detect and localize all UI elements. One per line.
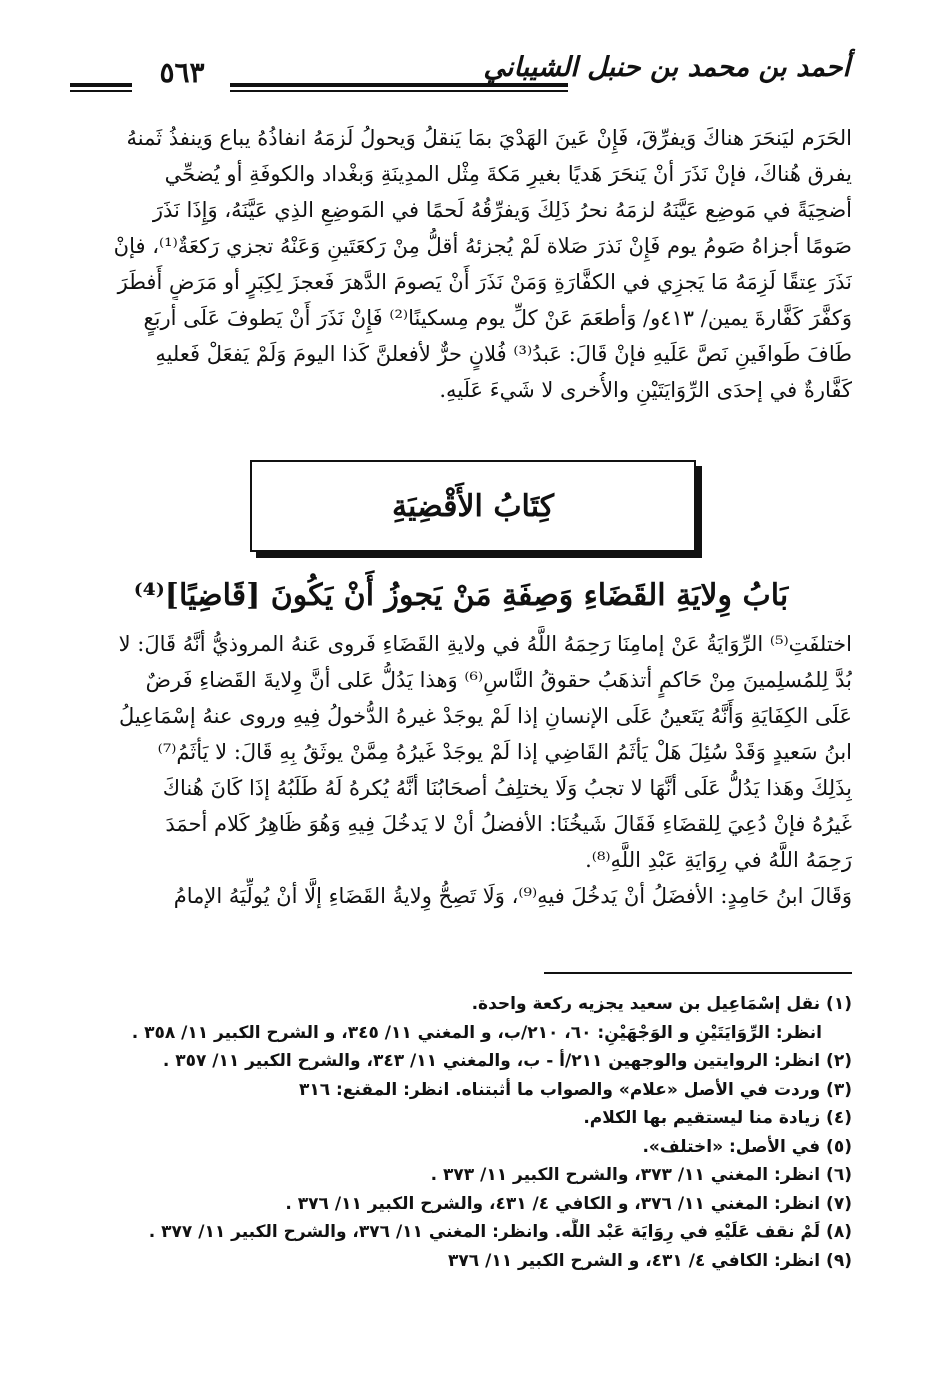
- footnote: (١) نقل إسْمَاعِيل بن سعيد يجزيه ركعة واحدة.: [471, 994, 852, 1014]
- book-title: كِتَابُ الأَقْضِيَةِ: [391, 488, 555, 524]
- text-line: عَلَى الكِفَايَةِ وَأَنَّهُ يَتَعينُ عَلَى الإنسانِ إذا لَمْ يوجَدْ غيرهُ الدُّخولُ فِيهِ وروى عنهُ إسْمَاعِيلُ: [118, 704, 852, 728]
- text-line: بُدَّ لِلمُسلِمينَ مِنْ حَاكمٍ أتذهَبُ حقوقُ النَّاسِ⁽⁶⁾ وَهذا يَدُلُّ عَلى أنَّ وِلايةَ القَضاءِ فَرضٌ: [145, 668, 852, 692]
- footnote: (٦) انظر: المغني ١١/ ٣٧٣، والشرح الكبير ١١/ ٣٧٣ .: [430, 1165, 852, 1185]
- footnote: (٧) انظر: المغني ١١/ ٣٧٦، و الكافي ٤/ ٤٣١، والشرح الكبير ١١/ ٣٧٦ .: [285, 1193, 852, 1214]
- text-line: طَافَ طَوافَينِ نَصَّ عَلَيهِ فإنْ قَالَ: عَبدُ⁽³⁾ فُلانٍ حرٌّ لأفعلنَّ كَذا اليومَ وَلَمْ يَفعَلْ فَعليهِ: [155, 342, 852, 366]
- text-line: أضحِيَةً في مَوضِع عَيَّنَهُ لزمَهُ نحرُ ذَلِكَ وَيفرِّقُهُ لَحمًا في المَوضِعِ الذِي عَيَّنَهُ، وَإِذَا نَذَرَ: [152, 198, 852, 222]
- footnote: (٣) وردت في الأصل «علام» والصواب ما أثبتناه. انظر: المقنع: ٣١٦: [298, 1079, 852, 1100]
- footnote: (٩) انظر: الكافي ٤/ ٤٣١، و الشرح الكبير ١١/ ٣٧٦: [448, 1250, 852, 1271]
- footnote: (٢) انظر: الروايتين والوجهين ٢١١/أ - ب، والمغني ١١/ ٣٤٣، والشرح الكبير ١١/ ٣٥٧ .: [162, 1051, 852, 1071]
- text-line: وَقَالَ ابنُ حَامِدٍ: الأفضَلُ أنْ يَدخُلَ فيهِ⁽⁹⁾، وَلَا تَصِحُّ وِلايةُ القَضَاءِ إلَّا أنْ يُولِّيَهُ الإمامُ: [173, 884, 852, 908]
- text-line: يفرق هُناكَ، فإنْ نَذَرَ أنْ يَنحَرَ هَديًا بغيرِ مَكةَ مِثْل المدِينَةِ وَبغْداد والكوفَةِ أو يُضحِّي: [164, 162, 852, 186]
- text-line: الحَرَم ليَنحَرَ هناكَ وَيفرِّقَ، فَإِنْ عَينَ الهَدْيَ بمَا يَنقلُ وَيحولُ لَزمَهُ انفاذُهُ يباع وَينفذُ ثَمنهُ: [126, 126, 852, 150]
- footnote-continuation: انظر: الرِّوَايَتَيْنِ و الوَجْهَيْنِ: ٦٠، ٢١٠/ب، و المغني ١١/ ٣٤٥، و الشرح الكبير ١١/ ٣٥٨ .: [131, 1022, 822, 1043]
- header-rule-right-thin: [230, 90, 568, 92]
- text-line: غَيرُهُ فإنْ دُعِيَ لِلقضَاءِ فَقَالَ شَيخُنَا: الأفضلُ أنْ لا يَدخُلَ فِيهِ وَهُوَ ظَاهِرُ كَلام أحمَدَ: [165, 812, 852, 836]
- footnote: (٤) زيادة منا ليستقيم بها الكلام.: [583, 1108, 852, 1128]
- footnotes: [70, 990, 852, 1275]
- header-rule-left-thin: [70, 90, 132, 92]
- text-line: رَحِمَهُ اللَّهُ في رِوَايَةِ عَبْدِ اللَّهِ⁽⁸⁾.: [585, 848, 852, 872]
- footnote: (٨) لَمْ نقف عَلَيْهِ في رِوَايَة عَبْد اللَّه. وانظر: المغني ١١/ ٣٧٦، والشرح الكبير ١١/ ٣٧٧ .: [148, 1222, 852, 1242]
- book-title-box: [250, 460, 696, 552]
- header-rule-right: [230, 83, 568, 87]
- text-line: ابنُ سَعيدٍ وَقَدْ سُئِلَ هَلْ يَأثَمُ القَاضِي إذا لَمْ يوجَدْ غَيرُهُ مِمَّنْ يوثَقُ بِهِ قَالَ: لا يَأثَمُ⁽⁷⁾: [157, 740, 852, 764]
- page-number: ٥٦٣: [159, 56, 205, 89]
- paragraph-judgeship: [70, 626, 852, 914]
- footnote: (٥) في الأصل: «اختلف».: [642, 1136, 852, 1157]
- text-line: نَذَرَ عِتقًا لَزِمَهُ مَا يَجزِي في الكفَّارَةِ وَمَنْ نَذَرَ أَنْ يَصومَ الدَّهرَ فَعجزَ لِكِبَرٍ أو مَرَضٍ أَفطَرَ: [117, 270, 852, 294]
- text-line: اختلفَتِ⁽⁵⁾ الرِّوَايَةُ عَنْ إمامِنَا رَحِمَهُ اللَّهُ في ولايةِ القَضَاءِ فَروى عَنهُ المروذيُّ أنَّهُ قَالَ: لا: [118, 632, 852, 656]
- running-header-title: أحمد بن محمد بن حنبل الشيباني: [483, 52, 850, 83]
- chapter-heading: بَابُ وِلايَةِ القَضَاءِ وَصِفَةِ مَنْ يَجوزُ أَنْ يَكُونَ [قَاضِيًا]⁽⁴⁾: [133, 578, 789, 613]
- header-rule-left: [70, 83, 132, 87]
- text-line: صَومًا أجزاهُ صَومُ يوم فَإِنْ نَذرَ صَلاة لَمْ يُجزئهُ أقلُّ مِنْ رَكعَتَينِ وَعَنْهُ تجزي رَكعَةٌ⁽¹⁾، فإنْ: [113, 234, 852, 258]
- text-line: بِذَلِكَ وهَذا يَدُلُّ عَلَى أنَّهَا لا تجبُ وَلَا يختلِفُ أصحَابُنَا أنَّهُ يُكرهُ لَهُ طَلَبُهُ إذَا كَانَ هُناكَ: [162, 776, 852, 800]
- running-header: [70, 52, 850, 102]
- text-line: كَفَّارةٌ في إحدَى الرِّوَايَتَيْنِ والأُخرى لا شَيءَ عَلَيهِ.: [439, 378, 852, 402]
- paragraph-vows: [70, 120, 852, 408]
- footnote-divider: [544, 972, 852, 974]
- text-line: وَكفَّرَ كَفَّارةَ يمين/ ٤١٣و/ وَأطعَمَ عَنْ كلِّ يوم مِسكينًا⁽²⁾ فَإِنْ نَذَرَ أَنْ يَطوفَ عَلَى أربَعٍ: [143, 306, 852, 330]
